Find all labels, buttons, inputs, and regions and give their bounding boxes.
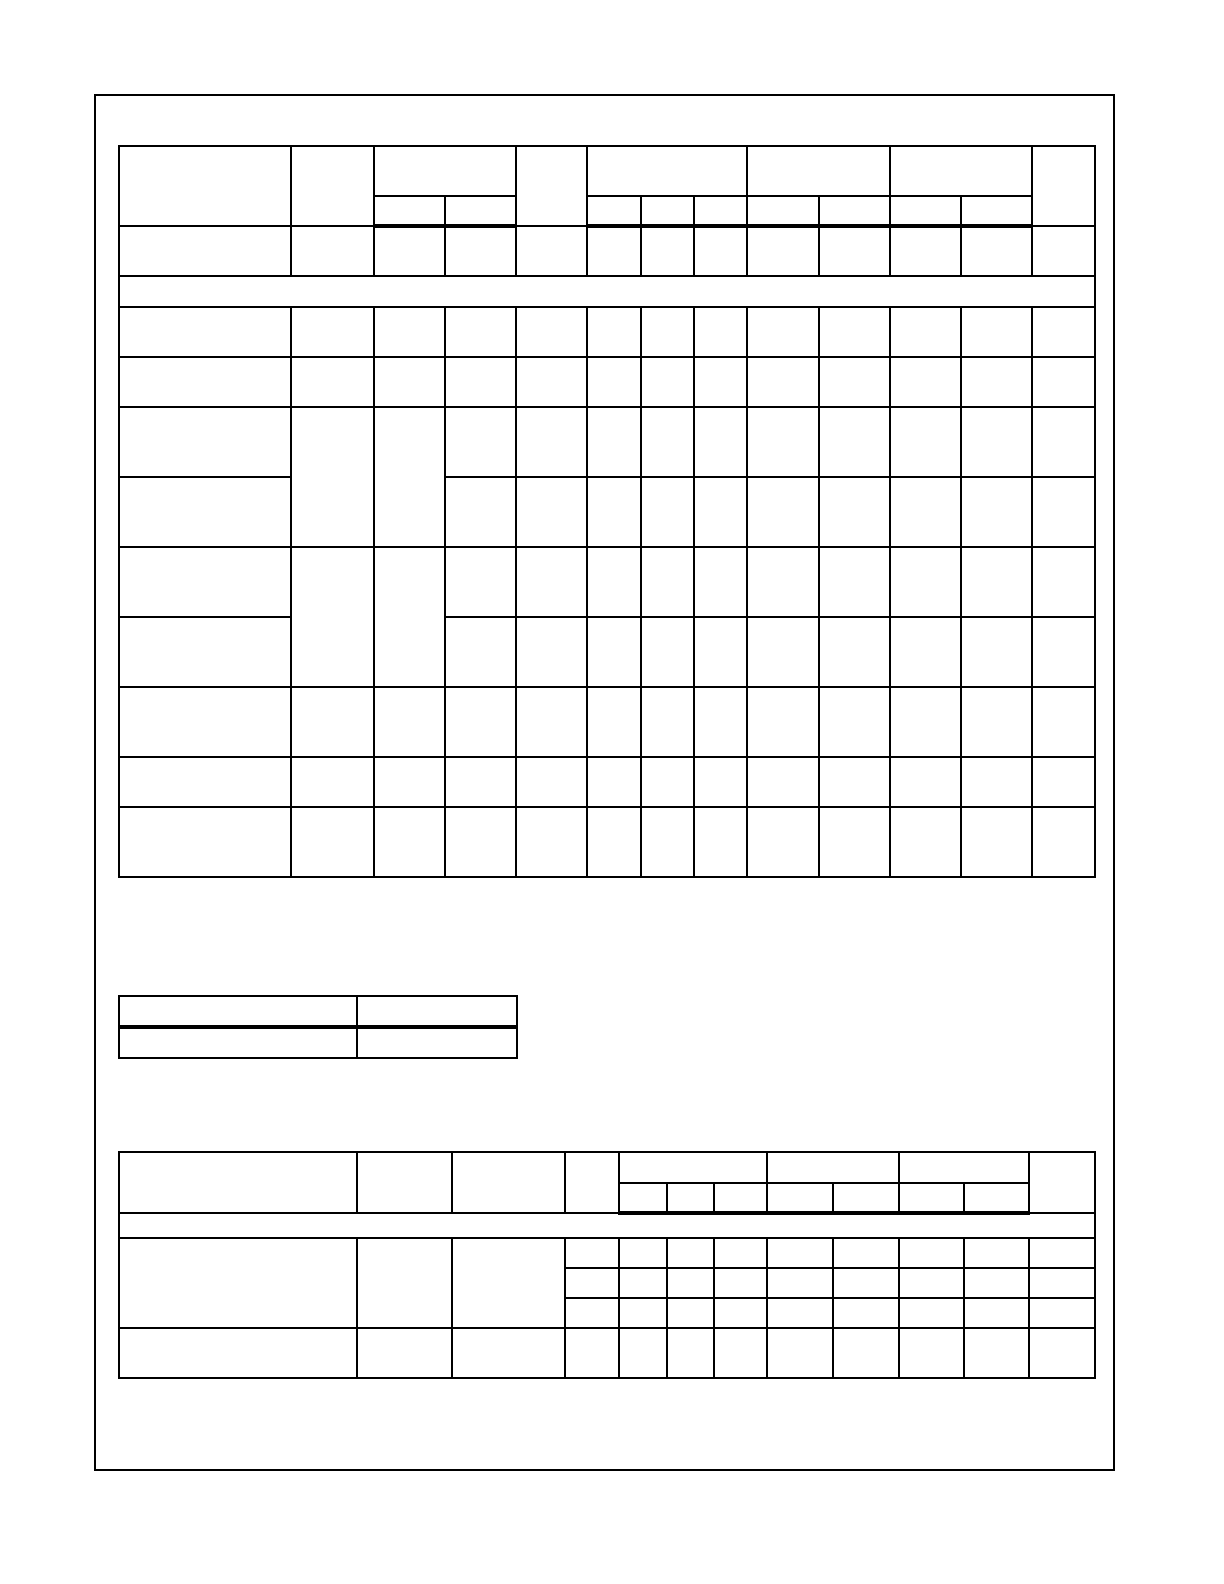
table-1-header-cell	[291, 146, 374, 226]
table-cell	[587, 757, 641, 807]
table-cell	[694, 477, 747, 547]
table-1-subheader-cell	[445, 196, 516, 226]
table-cell	[961, 617, 1032, 687]
table-cell	[641, 807, 694, 877]
table-cell	[516, 357, 587, 407]
table-1-subheader-cell	[374, 196, 445, 226]
table-3-subheader-cell	[667, 1183, 714, 1213]
table-cell	[445, 407, 516, 477]
table-cell	[565, 1328, 619, 1378]
table-cell	[119, 477, 291, 547]
table-cell	[641, 547, 694, 617]
table-cell	[516, 687, 587, 757]
table-cell	[833, 1298, 899, 1328]
table-cell	[291, 357, 374, 407]
table-cell	[619, 1328, 667, 1378]
table-1-header-cell	[1032, 146, 1095, 226]
table-cell	[445, 477, 516, 547]
data-table-3	[118, 1151, 1096, 1379]
table-cell	[890, 407, 961, 477]
table-row	[119, 1238, 1095, 1268]
table-cell	[1032, 307, 1095, 357]
table-cell	[819, 757, 890, 807]
table-cell	[619, 1298, 667, 1328]
table-1-header-group-cell	[747, 146, 890, 196]
table-cell	[747, 407, 819, 477]
table-1-header-cell	[119, 146, 291, 226]
table-cell	[641, 357, 694, 407]
table-1-header-row-1	[119, 146, 1095, 196]
table-3-header-cell	[357, 1152, 452, 1213]
table-cell	[833, 1268, 899, 1298]
table-cell	[641, 617, 694, 687]
table-3-header-cell	[119, 1152, 357, 1213]
table-section-cell	[119, 276, 1095, 307]
table-1-subheader-cell	[694, 196, 747, 226]
table-1-subheader-cell	[961, 196, 1032, 226]
table-cell	[516, 807, 587, 877]
table-cell	[890, 547, 961, 617]
table-cell	[119, 1027, 357, 1058]
table-3-subheader-cell	[964, 1183, 1029, 1213]
table-cell	[694, 307, 747, 357]
table-cell	[445, 617, 516, 687]
table-cell	[667, 1268, 714, 1298]
table-cell	[1032, 357, 1095, 407]
table-3-header-group-cell	[767, 1152, 899, 1183]
table-cell	[445, 357, 516, 407]
table-cell	[641, 307, 694, 357]
table-cell	[890, 807, 961, 877]
table-cell	[119, 226, 291, 276]
table-3-subheader-cell	[767, 1183, 833, 1213]
table-cell	[1032, 547, 1095, 617]
table-cell	[119, 687, 291, 757]
table-cell	[819, 807, 890, 877]
table-cell	[445, 226, 516, 276]
table-cell	[694, 757, 747, 807]
table-cell	[291, 757, 374, 807]
table-cell	[1029, 1328, 1095, 1378]
table-cell	[516, 617, 587, 687]
table-row	[119, 477, 1095, 547]
table-cell	[747, 357, 819, 407]
table-3-header-cell	[1029, 1152, 1095, 1213]
table-cell	[641, 407, 694, 477]
table-cell	[964, 1328, 1029, 1378]
table-cell	[587, 307, 641, 357]
table-merged-cell	[357, 1238, 452, 1328]
table-cell	[890, 226, 961, 276]
table-cell	[452, 1328, 565, 1378]
table-cell	[374, 687, 445, 757]
table-cell	[694, 357, 747, 407]
table-cell	[747, 687, 819, 757]
table-merged-cell	[291, 547, 374, 687]
table-3-subheader-cell	[899, 1183, 964, 1213]
table-3-header-cell	[452, 1152, 565, 1213]
table-cell	[961, 687, 1032, 757]
table-cell	[291, 307, 374, 357]
table-1-subheader-cell	[819, 196, 890, 226]
table-cell	[1029, 1298, 1095, 1328]
table-cell	[667, 1328, 714, 1378]
table-row	[119, 687, 1095, 757]
table-cell	[587, 407, 641, 477]
table-merged-cell	[291, 407, 374, 547]
table-cell	[961, 807, 1032, 877]
table-cell	[445, 807, 516, 877]
table-cell	[714, 1238, 767, 1268]
table-row	[119, 1027, 517, 1058]
table-cell	[667, 1298, 714, 1328]
table-cell	[516, 477, 587, 547]
table-cell	[694, 687, 747, 757]
table-row	[119, 226, 1095, 276]
table-cell	[819, 477, 890, 547]
table-cell	[747, 757, 819, 807]
table-cell	[587, 547, 641, 617]
table-cell	[819, 547, 890, 617]
table-row	[119, 407, 1095, 477]
table-cell	[819, 687, 890, 757]
table-cell	[587, 807, 641, 877]
table-cell	[587, 357, 641, 407]
table-cell	[899, 1298, 964, 1328]
table-cell	[374, 757, 445, 807]
table-cell	[445, 687, 516, 757]
table-cell	[291, 687, 374, 757]
table-merged-cell	[452, 1238, 565, 1328]
table-3-subheader-cell	[714, 1183, 767, 1213]
table-row	[119, 547, 1095, 617]
table-cell	[516, 547, 587, 617]
table-cell	[964, 1298, 1029, 1328]
table-cell	[747, 477, 819, 547]
table-cell	[961, 407, 1032, 477]
table-cell	[767, 1268, 833, 1298]
table-cell	[964, 1268, 1029, 1298]
table-3-header-cell	[565, 1152, 619, 1213]
table-cell	[291, 226, 374, 276]
table-cell	[714, 1328, 767, 1378]
table-cell	[961, 477, 1032, 547]
table-3-header-group-cell	[619, 1152, 767, 1183]
table-cell	[119, 407, 291, 477]
table-cell	[747, 547, 819, 617]
table-cell	[641, 687, 694, 757]
table-cell	[694, 807, 747, 877]
table-cell	[119, 757, 291, 807]
table-cell	[119, 807, 291, 877]
table-cell	[747, 307, 819, 357]
table-cell	[119, 547, 291, 617]
table-cell	[767, 1328, 833, 1378]
table-cell	[961, 547, 1032, 617]
table-cell	[694, 226, 747, 276]
table-cell	[767, 1298, 833, 1328]
table-cell	[964, 1238, 1029, 1268]
table-cell	[565, 1238, 619, 1268]
table-cell	[587, 226, 641, 276]
table-cell	[899, 1328, 964, 1378]
table-cell	[961, 307, 1032, 357]
table-cell	[890, 357, 961, 407]
data-table-2	[118, 995, 518, 1059]
table-cell	[357, 1328, 452, 1378]
table-row	[119, 307, 1095, 357]
table-1-subheader-cell	[890, 196, 961, 226]
table-1-subheader-cell	[587, 196, 641, 226]
table-row	[119, 757, 1095, 807]
table-cell	[119, 617, 291, 687]
table-cell	[445, 547, 516, 617]
table-cell	[641, 226, 694, 276]
table-3-subheader-cell	[833, 1183, 899, 1213]
table-cell	[587, 617, 641, 687]
table-cell	[819, 226, 890, 276]
table-cell	[619, 1238, 667, 1268]
table-cell	[819, 357, 890, 407]
table-cell	[516, 407, 587, 477]
table-cell	[357, 1027, 517, 1058]
table-cell	[819, 407, 890, 477]
table-cell	[445, 307, 516, 357]
table-3-header-group-cell	[899, 1152, 1029, 1183]
table-cell	[374, 807, 445, 877]
table-section-row	[119, 276, 1095, 307]
table-1-header-group-cell	[890, 146, 1032, 196]
table-1-subheader-cell	[747, 196, 819, 226]
table-cell	[714, 1298, 767, 1328]
table-section-row	[119, 1213, 1095, 1238]
table-merged-cell	[374, 547, 445, 687]
table-cell	[1032, 807, 1095, 877]
table-cell	[694, 547, 747, 617]
table-1-header-cell	[516, 146, 587, 226]
table-cell	[641, 477, 694, 547]
table-cell	[833, 1328, 899, 1378]
table-cell	[374, 357, 445, 407]
table-section-cell	[119, 1213, 1095, 1238]
table-2-header-cell	[357, 996, 517, 1027]
table-cell	[1032, 477, 1095, 547]
table-cell	[374, 226, 445, 276]
table-2-header-cell	[119, 996, 357, 1027]
table-cell	[833, 1238, 899, 1268]
table-cell	[1032, 226, 1095, 276]
table-cell	[899, 1238, 964, 1268]
table-merged-cell	[119, 1238, 357, 1328]
table-cell	[119, 357, 291, 407]
data-table-1	[118, 145, 1096, 878]
table-cell	[1032, 407, 1095, 477]
table-cell	[747, 617, 819, 687]
table-cell	[1029, 1238, 1095, 1268]
table-cell	[565, 1298, 619, 1328]
table-cell	[890, 617, 961, 687]
table-cell	[899, 1268, 964, 1298]
table-merged-cell	[374, 407, 445, 547]
table-cell	[1029, 1268, 1095, 1298]
table-cell	[1032, 757, 1095, 807]
table-cell	[961, 357, 1032, 407]
table-cell	[819, 617, 890, 687]
table-1-subheader-cell	[641, 196, 694, 226]
table-cell	[587, 687, 641, 757]
table-3-header-row-1	[119, 1152, 1095, 1183]
table-cell	[694, 617, 747, 687]
table-cell	[565, 1268, 619, 1298]
table-cell	[119, 307, 291, 357]
table-2-header-row	[119, 996, 517, 1027]
table-cell	[641, 757, 694, 807]
table-cell	[1032, 617, 1095, 687]
table-cell	[445, 757, 516, 807]
table-row	[119, 807, 1095, 877]
table-cell	[587, 477, 641, 547]
table-cell	[890, 687, 961, 757]
table-cell	[516, 757, 587, 807]
table-cell	[714, 1268, 767, 1298]
table-1-header-group-cell	[587, 146, 747, 196]
table-cell	[1032, 687, 1095, 757]
table-row	[119, 1328, 1095, 1378]
table-cell	[619, 1268, 667, 1298]
table-cell	[119, 1328, 357, 1378]
table-1-header-group-cell	[374, 146, 516, 196]
table-row	[119, 357, 1095, 407]
table-cell	[890, 757, 961, 807]
table-cell	[516, 307, 587, 357]
table-cell	[374, 307, 445, 357]
table-cell	[667, 1238, 714, 1268]
table-cell	[890, 477, 961, 547]
table-cell	[747, 226, 819, 276]
table-cell	[890, 307, 961, 357]
table-cell	[291, 807, 374, 877]
table-cell	[747, 807, 819, 877]
table-cell	[694, 407, 747, 477]
table-cell	[516, 226, 587, 276]
table-cell	[819, 307, 890, 357]
table-cell	[961, 226, 1032, 276]
table-cell	[961, 757, 1032, 807]
table-3-subheader-cell	[619, 1183, 667, 1213]
table-cell	[767, 1238, 833, 1268]
table-row	[119, 617, 1095, 687]
